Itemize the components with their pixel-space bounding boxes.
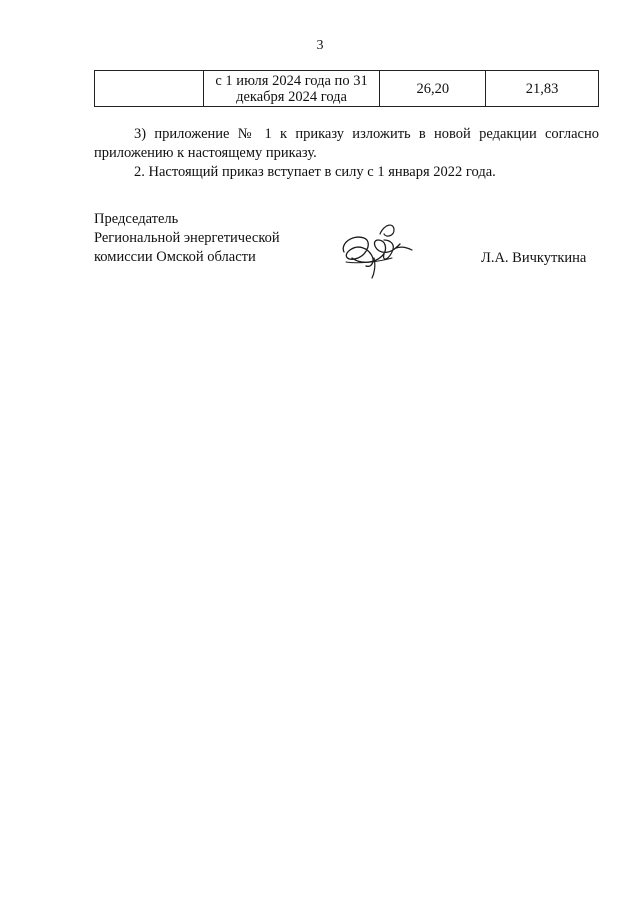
period-line-1: с 1 июля 2024 года по 31 — [215, 72, 368, 89]
signatory-title-line-3: комиссии Омской области — [94, 249, 256, 265]
period-line-2: декабря 2024 года — [236, 88, 347, 105]
table-cell-empty — [95, 71, 204, 107]
signatory-title-line-2: Региональной энергетической — [94, 230, 280, 246]
signatory-name: Л.А. Вичкуткина — [481, 250, 587, 266]
table-cell-value-2: 21,83 — [486, 71, 599, 107]
signatory-title — [94, 210, 280, 267]
table-row — [95, 71, 599, 107]
table-cell-value-1: 26,20 — [380, 71, 486, 107]
tariff-table — [94, 70, 599, 107]
handwritten-signature — [338, 218, 416, 280]
table-cell-period — [203, 71, 380, 107]
paragraph-appendix: 3) приложение № 1 к приказу изложить в новой редакции согласно приложению к настоящему приказу. — [94, 126, 599, 161]
signatory-title-line-1: Председатель — [94, 211, 179, 227]
page-number: 3 — [316, 38, 324, 53]
paragraph-effective-date: 2. Настоящий приказ вступает в силу с 1 января 2022 года. — [134, 164, 496, 180]
